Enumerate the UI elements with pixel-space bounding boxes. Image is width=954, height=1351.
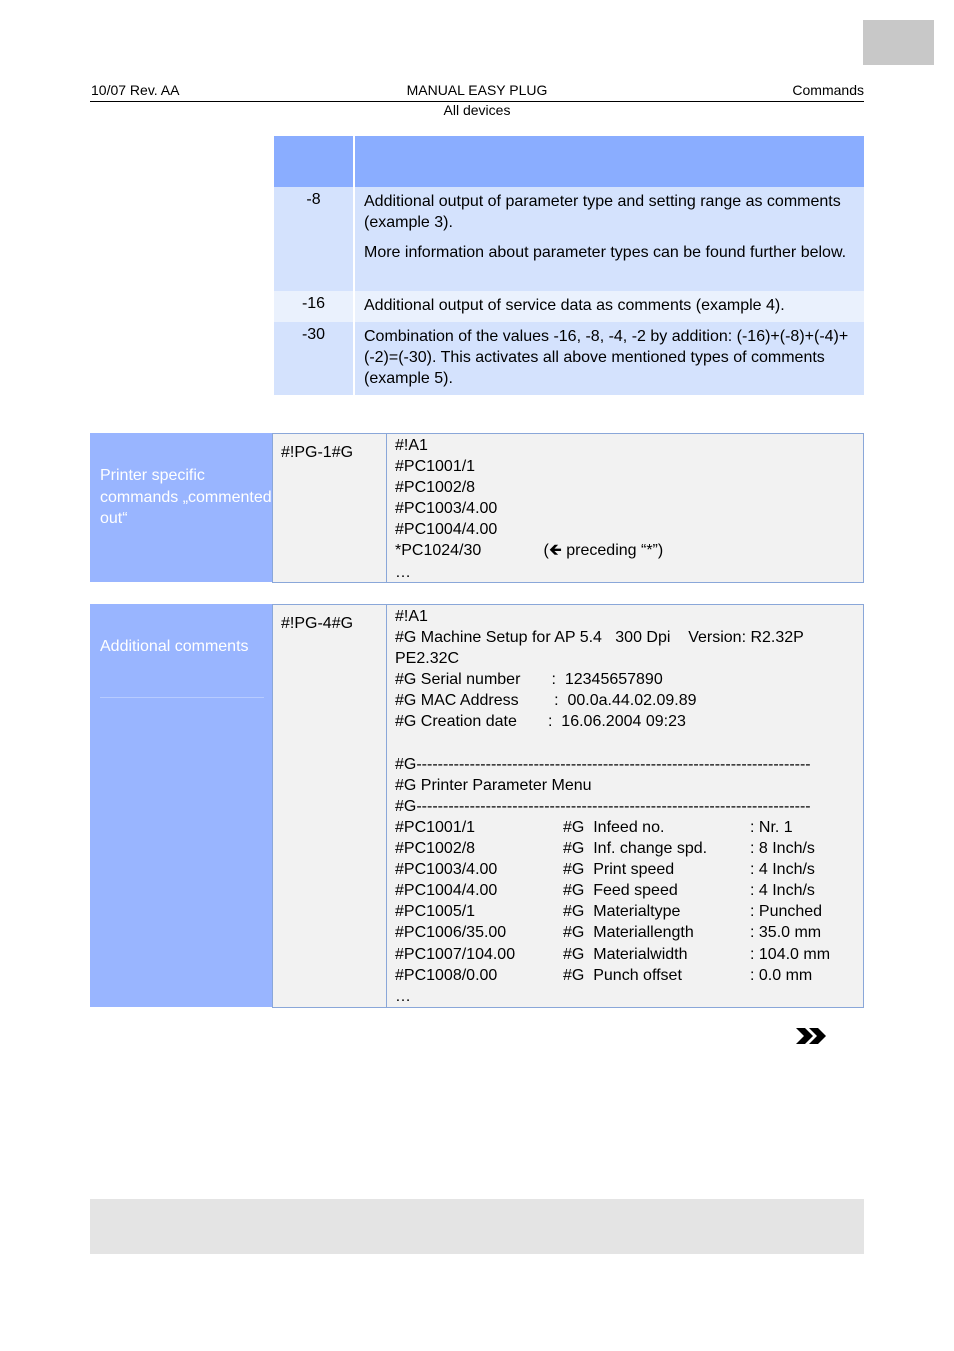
double-arrow-right-icon: [795, 1026, 827, 1046]
param-line: #PC1003/4.00 #G Print speed : 4 Inch/s: [395, 861, 815, 879]
param-line: #PC1005/1 #G Materialtype : Punched: [395, 903, 823, 921]
parameter-table-header: [274, 136, 864, 187]
table-row: [274, 187, 864, 291]
example1-command: #!PG-1#G: [272, 433, 387, 583]
param-description: Combination of the values -16, -8, -4, -2 by addition: (-16)+(-8)+(-4)+(-2)=(-30). This activates all above mentioned types of comments (example 5).: [355, 322, 864, 395]
param-line: #PC1007/104.00 #G Materialwidth : 104.0 mm: [395, 945, 831, 963]
param-value: -8: [274, 187, 353, 291]
header-revision: 10/07 Rev. AA: [91, 82, 180, 98]
param-description: Additional output of parameter type and setting range as comments (example 3). More information about parameter types can be found further below.: [355, 187, 864, 291]
header-title: MANUAL EASY PLUG: [406, 82, 548, 98]
param-line: #PC1006/35.00 #G Materiallength : 35.0 mm: [395, 924, 822, 942]
param-line: #PC1008/0.00 #G Punch offset : 0.0 mm: [395, 966, 813, 984]
corner-tab: [863, 20, 934, 65]
param-line: #PC1001/1 #G Infeed no. : Nr. 1: [395, 818, 793, 836]
param-value: -30: [274, 322, 353, 395]
example2-code: #!A1 #G Machine Setup for AP 5.4 300 Dpi Version: R2.32P PE2.32C #G Serial number : 12345657890 #G MAC Address : 00.0a.44.02.09.89 #G Creation date : 16.06.2004 09:23 #G-------------------------------------------------------------------------- #G Printer Parameter Menu #G-------------------------------------------------------------------------- #PC1001/1 #G Infeed no. : Nr. 1 #PC1002/8 #G Inf. change spd. : 8 Inch/s #PC1003/4.00 #G Print speed : 4 Inch/s #PC1004/4.00 #G Feed speed : 4 Inch/s #PC1005/1 #G Materialtype : Punched #PC1006/35.00 #G Materiallength : 35.0 mm #PC1007/104.00 #G Materialwidth : 104.0 mm #PC1008/0.00 #G Punch offset : 0.0 mm …: [386, 604, 864, 1008]
param-line: #PC1004/4.00 #G Feed speed : 4 Inch/s: [395, 882, 815, 900]
footer-bar: [90, 1199, 864, 1254]
example1-label: Printer specific commands „commented out“: [90, 433, 272, 582]
example2-command: #!PG-4#G: [272, 604, 387, 1008]
example1-code: #!A1 #PC1001/1 #PC1002/8 #PC1003/4.00 #PC1004/4.00 *PC1024/30 (🡸 preceding “*”) …: [386, 433, 864, 583]
param-value: -16: [274, 291, 353, 322]
example2-label: Additional comments: [90, 604, 272, 1007]
header-section: Commands: [792, 82, 864, 98]
header-subtitle: All devices: [443, 102, 511, 118]
param-description: Additional output of service data as comments (example 4).: [355, 291, 864, 322]
label-divider: [100, 697, 264, 698]
param-line: #PC1002/8 #G Inf. change spd. : 8 Inch/s: [395, 840, 815, 858]
parameter-table: [274, 136, 864, 395]
table-row: [274, 322, 864, 395]
table-row: [274, 291, 864, 322]
